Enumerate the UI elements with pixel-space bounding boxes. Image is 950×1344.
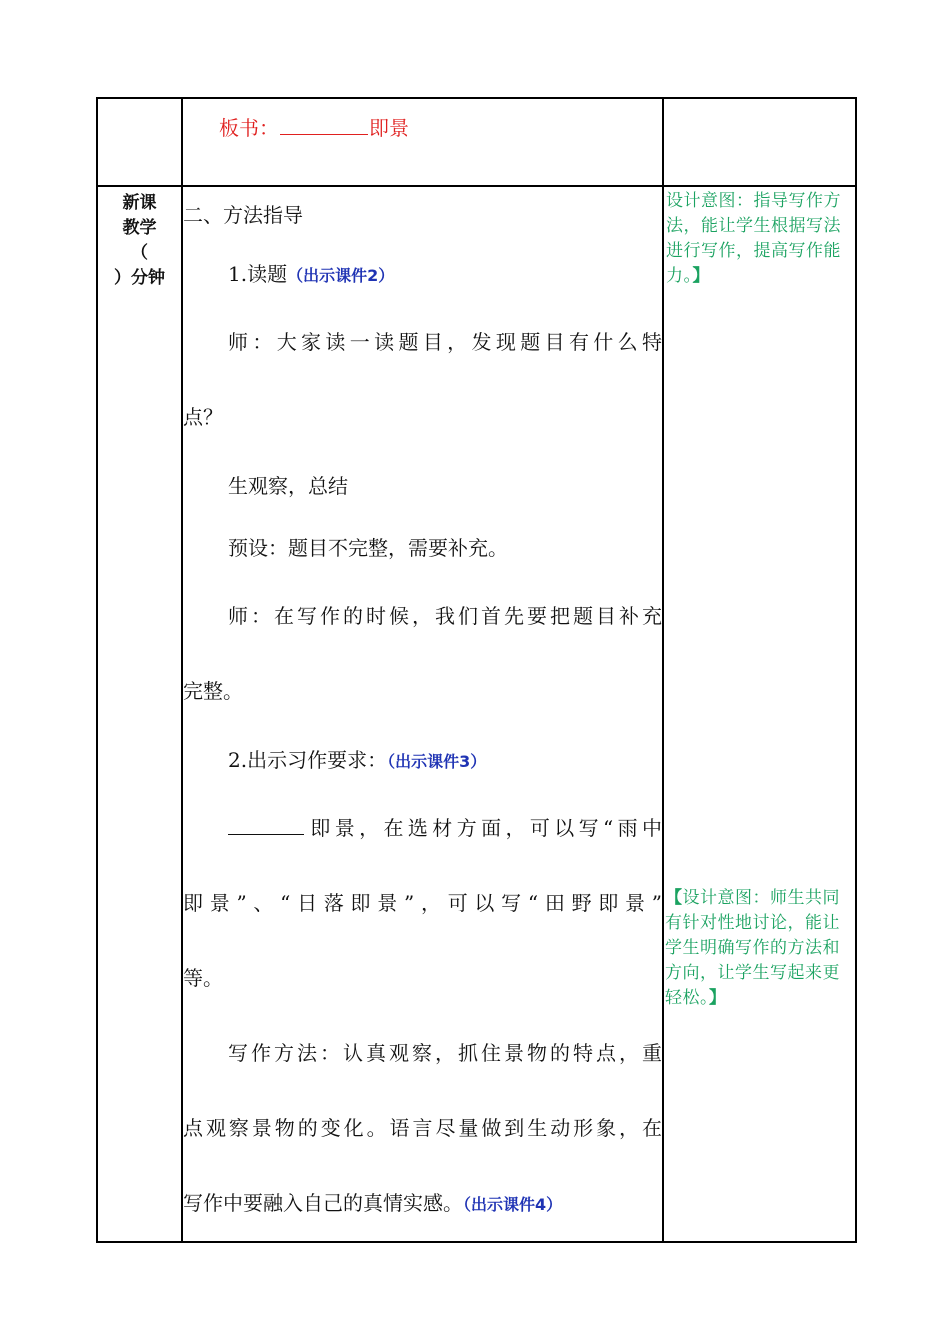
step2-text: 2.出示习作要求：	[228, 748, 388, 772]
board-blank	[280, 116, 368, 135]
teacher2-line1	[183, 579, 662, 654]
requirement-line2	[183, 866, 662, 941]
teacher1-line1	[183, 305, 662, 380]
method-part2: 点观察景物的变化。语言尽量做到生动形象，在	[183, 1116, 662, 1140]
design-note-1	[664, 187, 855, 289]
requirement-part2: 即景”、“日落即景”，可以写“田野即景”	[183, 891, 662, 915]
method-part3: 写作中要融入自己的真情实感。	[183, 1191, 463, 1215]
teacher1-part1: 师：大家读一读题目，发现题目有什么特	[228, 330, 662, 354]
step1-line	[183, 243, 662, 305]
section-label-line: （	[131, 243, 148, 263]
teacher2-line2: 完整。	[183, 679, 243, 703]
design-note-2-start: 【	[665, 888, 683, 908]
design-note-2-text: 设计意图：师生共同有针对性地讨论，能让学生明确写作的方法和方向，让学生写起来更轻松。	[665, 888, 840, 1008]
requirement-part1: 即景，在选材方面，可以写“雨中	[306, 816, 662, 840]
board-writing	[183, 99, 662, 141]
board-row-label-cell	[97, 98, 182, 186]
section-label	[98, 187, 181, 291]
requirement-line3: 等。	[183, 966, 223, 990]
requirement-line1-content	[228, 791, 662, 866]
board-note-cell	[663, 98, 856, 186]
method-ref: （出示课件4）	[463, 1195, 563, 1214]
design-note-1-end: 】	[692, 266, 710, 286]
design-note-1-text: 设计意图：指导写作方法，能让学生根据写法进行写作，提高写作能力。	[666, 191, 841, 286]
teacher2-part1: 师：在写作的时候，我们首先要把题目补充	[228, 604, 662, 628]
method-line3	[183, 1166, 662, 1241]
method-line1	[183, 1016, 662, 1091]
preset-line: 预设：题目不完整，需要补充。	[228, 536, 508, 560]
design-note-2	[663, 886, 853, 1011]
section-label-line: ）分钟	[114, 268, 165, 288]
new-lesson-row	[97, 186, 856, 1242]
content-cell	[182, 186, 663, 1242]
requirement-blank	[228, 814, 304, 835]
step2-line	[183, 729, 662, 791]
step1-text: 1.读题	[228, 262, 288, 286]
content-heading: 二、方法指导	[183, 203, 303, 227]
lesson-plan-table	[96, 97, 857, 1243]
board-row	[97, 98, 856, 186]
step1-ref: （出示课件2）	[287, 266, 395, 285]
step2-ref: （出示课件3）	[387, 752, 487, 771]
section-label-line: 教学	[122, 218, 157, 238]
lesson-content	[183, 187, 662, 1241]
method-part1: 写作方法：认真观察，抓住景物的特点，重	[228, 1041, 662, 1065]
board-title: 即景	[369, 116, 409, 140]
student-line: 生观察，总结	[228, 474, 348, 498]
method-line2	[183, 1091, 662, 1166]
section-label-cell	[97, 186, 182, 1242]
design-note-2-end: 】	[709, 988, 727, 1008]
section-label-line: 新课	[122, 193, 157, 213]
design-note-cell	[663, 186, 856, 1242]
requirement-line1	[183, 791, 662, 866]
board-cell	[182, 98, 663, 186]
teacher1-line2: 点？	[183, 405, 223, 429]
board-label: 板书：	[219, 116, 279, 140]
